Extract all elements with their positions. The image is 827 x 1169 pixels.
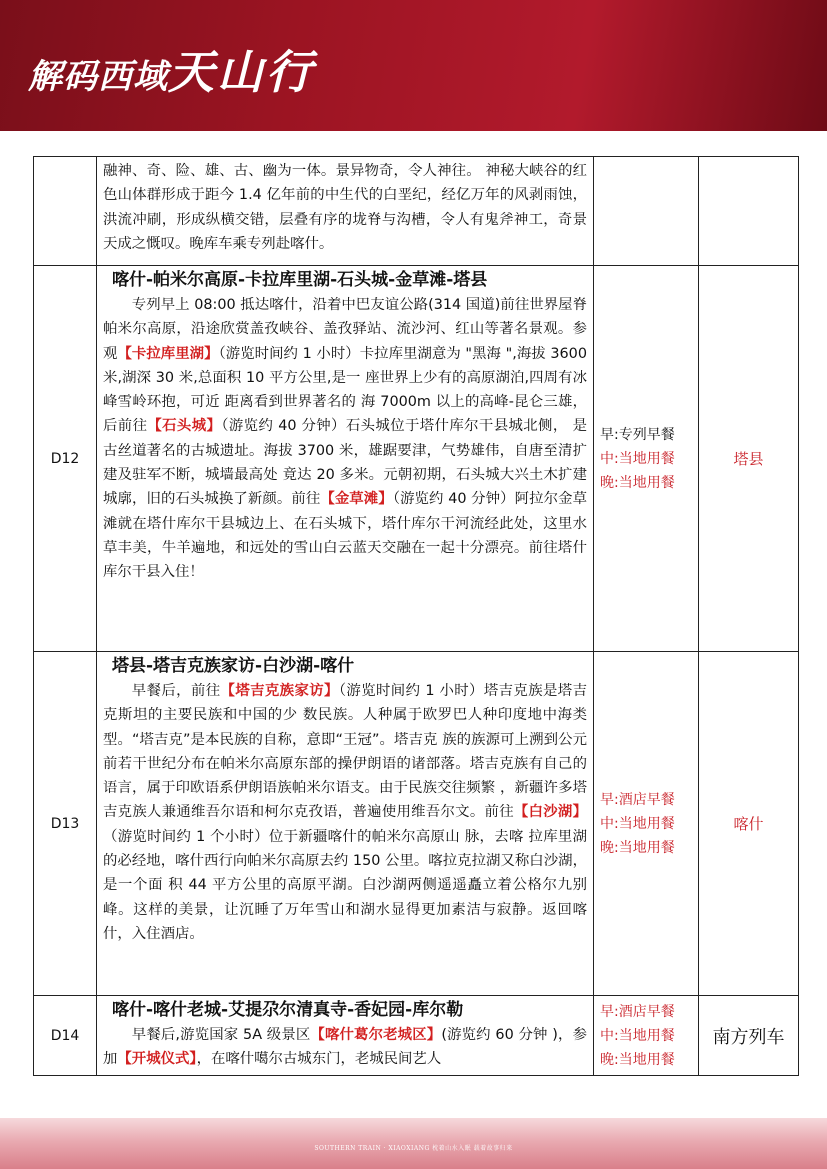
description-text: ，在喀什噶尔古城东门，老城民间艺人 [196,1051,442,1068]
meal-item: 晚:当地用餐 [600,1051,675,1068]
description-text: (游览约 60 分钟 )，参加 [103,1027,587,1068]
day-description [103,293,587,585]
description-text: （游览约 40 分钟）阿拉尔金草滩就在塔什库尔干县城边上、在石头城下，塔什库尔干河流经此处，这里水草丰美，牛羊遍地，和远处的雪山白云蓝天交融在一起十分漂亮。前往塔什库尔干县入住！ [103,491,587,581]
day-cell: D14 [34,996,97,1076]
meal-item: 中:当地用餐 [600,1027,675,1044]
description-text: 融神、奇、险、雄、古、幽为一体。景异物奇，令人神往。 神秘大峡谷的红色山体群形成于距今 1.4 亿年前的中生代的白垩纪，经亿万年的风剥雨蚀，洪流冲刷，形成纵横交错，层叠有序的垅脊与沟槽，令人有鬼斧神工，奇景天成之慨叹。晚库车乘专列赴喀什。 [103,163,587,252]
itinerary-row [34,266,799,652]
description-text: 早餐后,游览国家 5A 级景区 [131,1027,311,1043]
day-description [103,679,587,946]
meals-cell [594,157,699,266]
day-description [103,1023,587,1072]
day-cell: D13 [34,652,97,996]
description-text: （游览时间约 1 个小时）位于新疆喀什的帕米尔高原山 脉，去喀 拉库里湖的必经地，喀什西行向帕米尔高原去约 150 公里。喀拉克拉湖又称白沙湖，是一个面 积 44 平方公里的高原平湖。白沙湖两侧遥遥矗立着公格尔九别峰。这样的美景，让沉睡了万年雪山和湖水显得更加素洁与寂静。返回喀什，入住酒店。 [103,828,587,942]
footer-slogan: SOUTHERN TRAIN · XIAOXIANG 枕着山水入眠 载着故事归来 [314,1145,513,1152]
accommodation-cell: 南方列车 [699,996,799,1076]
description-cell [97,996,594,1076]
description-text: 专列早上 08:00 抵达喀什，沿着中巴友谊公路(314 国道)前往世界屋脊帕米尔高原，沿途欣赏盖孜峡谷、盖孜驿站、流沙河、红山等著名景观。参观 [103,297,587,362]
brand-logo [28,36,315,102]
highlight-attraction: 【石头城】 [147,418,222,435]
meal-item: 中:当地用餐 [600,450,675,467]
highlight-attraction: 【卡拉库里湖】 [117,345,219,362]
meal-item: 早:酒店早餐 [600,791,675,808]
accommodation-cell [699,157,799,266]
description-cell [97,157,594,266]
itinerary-row [34,996,799,1076]
accommodation-cell: 塔县 [699,266,799,652]
meal-item: 早:酒店早餐 [600,1003,675,1020]
itinerary-row [34,652,799,996]
day-cell [34,157,97,266]
meals-cell [594,266,699,652]
highlight-attraction: 【开城仪式】 [117,1051,197,1068]
description-cell [97,266,594,652]
highlight-attraction: 【白沙湖】 [513,804,587,821]
meal-item: 早:专列早餐 [600,426,675,443]
description-cell [97,652,594,996]
day-title: 喀什-喀什老城-艾提尕尔清真寺-香妃园-库尔勒 [112,1000,464,1020]
brand-script: 天山行 [168,45,315,99]
description-text: （游览时间约 1 小时）卡拉库里湖意为 "黑海 ",海拔 3600 米,湖深 30 米,总面积 10 平方公里,是一 座世界上少有的高原湖泊,四周有冰峰雪岭环抱，可近 距离看到世界著名的 海 7000m 以上的高峰-昆仑三雄，后前往 [103,345,587,435]
highlight-attraction: 【金草滩】 [320,491,393,508]
meal-item: 晚:当地用餐 [600,839,675,856]
day-description [103,159,587,256]
accommodation-cell: 喀什 [699,652,799,996]
meals-cell [594,652,699,996]
meals-cell [594,996,699,1076]
description-text: （游览约 40 分钟）石头城位于塔什库尔干县城北侧， 是古丝道著名的古城遗址。海拔 3700 米，雄踞要津，气势雄伟，自唐至清扩建及驻军不断，城墙最高处 竟达 20 多米。元朝初期，石头城大兴土木扩建城廓，旧的石头城换了新颜。前往 [103,418,587,508]
meal-item: 中:当地用餐 [600,815,675,832]
page-header [0,0,827,131]
day-cell: D12 [34,266,97,652]
day-title: 喀什-帕米尔高原-卡拉库里湖-石头城-金草滩-塔县 [112,270,488,290]
highlight-attraction: 【塔吉克族家访】 [220,683,339,699]
day-title: 塔县-塔吉克族家访-白沙湖-喀什 [112,656,355,676]
meal-item: 晚:当地用餐 [600,474,675,491]
page-footer [0,1118,827,1169]
description-text: （游览时间约 1 小时）塔吉克族是塔吉克斯坦的主要民族和中国的少 数民族。人种属于欧罗巴人种印度地中海类型。“塔吉克”是本民族的自称，意即“王冠”。塔吉克 族的族源可上溯到公元前若干世纪分布在帕米尔高原东部的操伊朗语的诸部落。塔吉克族有自己的语言，属于印欧语系伊朗语族帕米尔语支。由于民族交往频繁 ，新疆许多塔吉克族人兼通维吾尔语和柯尔克孜语，普遍使用维吾尔文。前往 [103,683,587,821]
itinerary-table [33,156,799,1076]
itinerary-row [34,157,799,266]
highlight-attraction: 【喀什葛尔老城区】 [310,1027,442,1043]
brand-text: 解码西域 [28,57,168,97]
description-text: 早餐后，前往 [131,683,221,699]
